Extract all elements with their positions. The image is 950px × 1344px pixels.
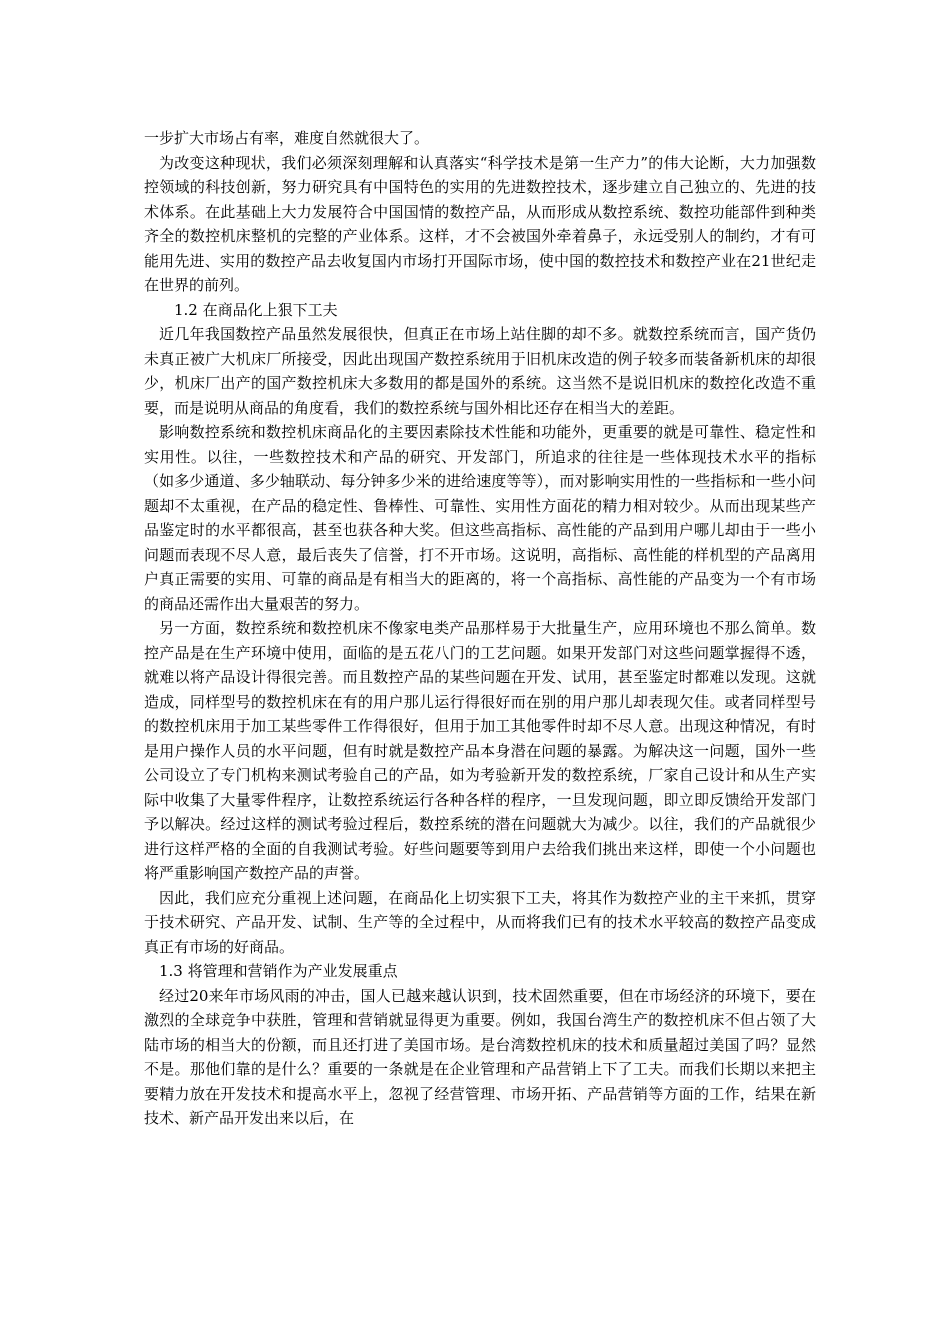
document-body	[144, 126, 816, 1131]
paragraph: 经过20来年市场风雨的冲击，国人已越来越认识到，技术固然重要，但在市场经济的环境下，要在激烈的全球竞争中获胜，管理和营销就显得更为重要。例如，我国台湾生产的数控机床不但占领了大陆市场的相当大的份额，而且还打进了美国市场。是台湾数控机床的技术和质量超过美国了吗？显然不是。那他们靠的是什么？重要的一条就是在企业管理和产品营销上下了工夫。而我们长期以来把主要精力放在开发技术和提高水平上，忽视了经营管理、市场开拓、产品营销等方面的工作，结果在新技术、新产品开发出来以后，在	[144, 986, 816, 1127]
paragraph: 因此，我们应充分重视上述问题，在商品化上切实狠下工夫，将其作为数控产业的主干来抓，贯穿于技术研究、产品开发、试制、生产等的全过程中，从而将我们已有的技术水平较高的数控产品变成真正有市场的好商品。	[144, 888, 816, 956]
paragraph: 一步扩大市场占有率，难度自然就很大了。	[144, 129, 430, 147]
paragraph: 影响数控系统和数控机床商品化的主要因素除技术性能和功能外，更重要的就是可靠性、稳定性和实用性。以往，一些数控技术和产品的研究、开发部门，所追求的往往是一些体现技术水平的指标（如多少通道、多少轴联动、每分钟多少米的进给速度等等），而对影响实用性的一些指标和一些小问题却不太重视，在产品的稳定性、鲁棒性、可靠性、实用性方面花的精力相对较少。从而出现某些产品鉴定时的水平都很高，甚至也获各种大奖。但这些高指标、高性能的产品到用户哪儿却由于一些小问题而表现不尽人意，最后丧失了信誉，打不开市场。这说明，高指标、高性能的样机型的产品离用户真正需要的实用、可靠的商品是有相当大的距离的，将一个高指标、高性能的产品变为一个有市场的商品还需作出大量艰苦的努力。	[144, 423, 816, 613]
section-heading-1-3: 1.3 将管理和营销作为产业发展重点	[159, 962, 398, 980]
section-heading-1-2: 1.2 在商品化上狠下工夫	[174, 300, 338, 319]
paragraph: 为改变这种现状，我们必须深刻理解和认真落实“科学技术是第一生产力”的伟大论断，大力加强数控领域的科技创新，努力研究具有中国特色的实用的先进数控技术，逐步建立自己独立的、先进的技术体系。在此基础上大力发展符合中国国情的数控产品，从而形成从数控系统、数控功能部件到种类齐全的数控机床整机的完整的产业体系。这样，才不会被国外牵着鼻子，永远受别人的制约，才有可能用先进、实用的数控产品去收复国内市场打开国际市场，使中国的数控技术和数控产业在21世纪走在世界的前列。	[144, 153, 816, 294]
paragraph: 近几年我国数控产品虽然发展很快，但真正在市场上站住脚的却不多。就数控系统而言，国产货仍未真正被广大机床厂所接受，因此出现国产数控系统用于旧机床改造的例子较多而装备新机床的却很少，机床厂出产的国产数控机床大多数用的都是国外的系统。这当然不是说旧机床的数控化改造不重要，而是说明从商品的角度看，我们的数控系统与国外相比还存在相当大的差距。	[144, 325, 816, 417]
paragraph: 另一方面，数控系统和数控机床不像家电类产品那样易于大批量生产，应用环境也不那么简单。数控产品是在生产环境中使用，面临的是五花八门的工艺问题。如果开发部门对这些问题掌握得不透，就难以将产品设计得很完善。而且数控产品的某些问题在开发、试用，甚至鉴定时都难以发现。这就造成，同样型号的数控机床在有的用户那儿运行得很好而在别的用户那儿却表现欠佳。或者同样型号的数控机床用于加工某些零件工作得很好，但用于加工其他零件时却不尽人意。出现这种情况，有时是用户操作人员的水平问题，但有时就是数控产品本身潜在问题的暴露。为解决这一问题，国外一些公司设立了专门机构来测试考验自己的产品，如为考验新开发的数控系统，厂家自己设计和从生产实际中收集了大量零件程序，让数控系统运行各种各样的程序，一旦发现问题，即立即反馈给开发部门予以解决。经过这样的测试考验过程后，数控系统的潜在问题就大为减少。以往，我们的产品就很少进行这样严格的全面的自我测试考验。好些问题要等到用户去给我们挑出来这样，即使一个小问题也将严重影响国产数控产品的声誉。	[144, 619, 816, 882]
